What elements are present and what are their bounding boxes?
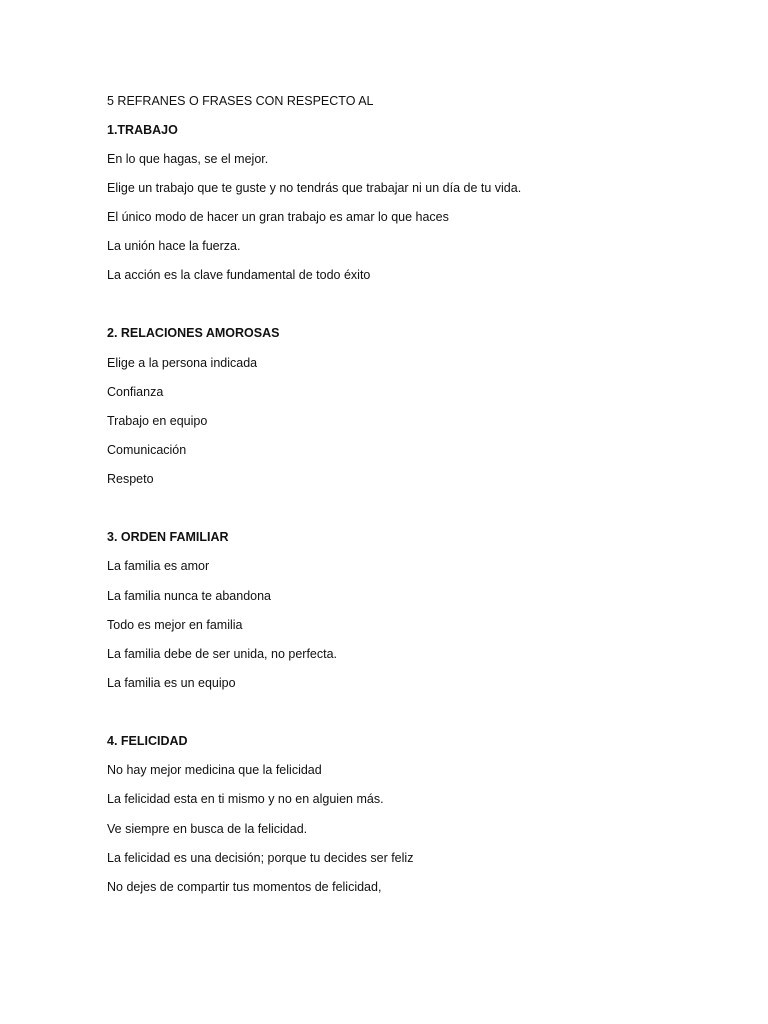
list-item: La felicidad esta en ti mismo y no en alguien más.: [107, 792, 384, 806]
document-intro: 5 REFRANES O FRASES CON RESPECTO AL: [107, 94, 374, 108]
list-item: No hay mejor medicina que la felicidad: [107, 763, 322, 777]
section-heading-trabajo: 1.TRABAJO: [107, 123, 178, 137]
list-item: No dejes de compartir tus momentos de felicidad,: [107, 880, 382, 894]
list-item: La felicidad es una decisión; porque tu decides ser feliz: [107, 851, 414, 865]
list-item: Comunicación: [107, 443, 187, 457]
list-item: Todo es mejor en familia: [107, 618, 243, 632]
list-item: La familia es un equipo: [107, 676, 236, 690]
list-item: El único modo de hacer un gran trabajo es amar lo que haces: [107, 210, 449, 224]
list-item: Ve siempre en busca de la felicidad.: [107, 822, 308, 836]
section-heading-relaciones-amorosas: 2. RELACIONES AMOROSAS: [107, 326, 280, 340]
list-item: Elige a la persona indicada: [107, 356, 258, 370]
list-item: La familia es amor: [107, 559, 210, 573]
list-item: En lo que hagas, se el mejor.: [107, 152, 269, 166]
list-item: La unión hace la fuerza.: [107, 239, 241, 253]
list-item: Trabajo en equipo: [107, 414, 208, 428]
section-heading-orden-familiar: 3. ORDEN FAMILIAR: [107, 530, 229, 544]
section-heading-felicidad: 4. FELICIDAD: [107, 734, 188, 748]
list-item: Elige un trabajo que te guste y no tendrás que trabajar ni un día de tu vida.: [107, 181, 522, 195]
list-item: Confianza: [107, 385, 164, 399]
list-item: La familia nunca te abandona: [107, 589, 272, 603]
list-item: La acción es la clave fundamental de todo éxito: [107, 268, 371, 282]
list-item: Respeto: [107, 472, 154, 486]
list-item: La familia debe de ser unida, no perfecta.: [107, 647, 338, 661]
